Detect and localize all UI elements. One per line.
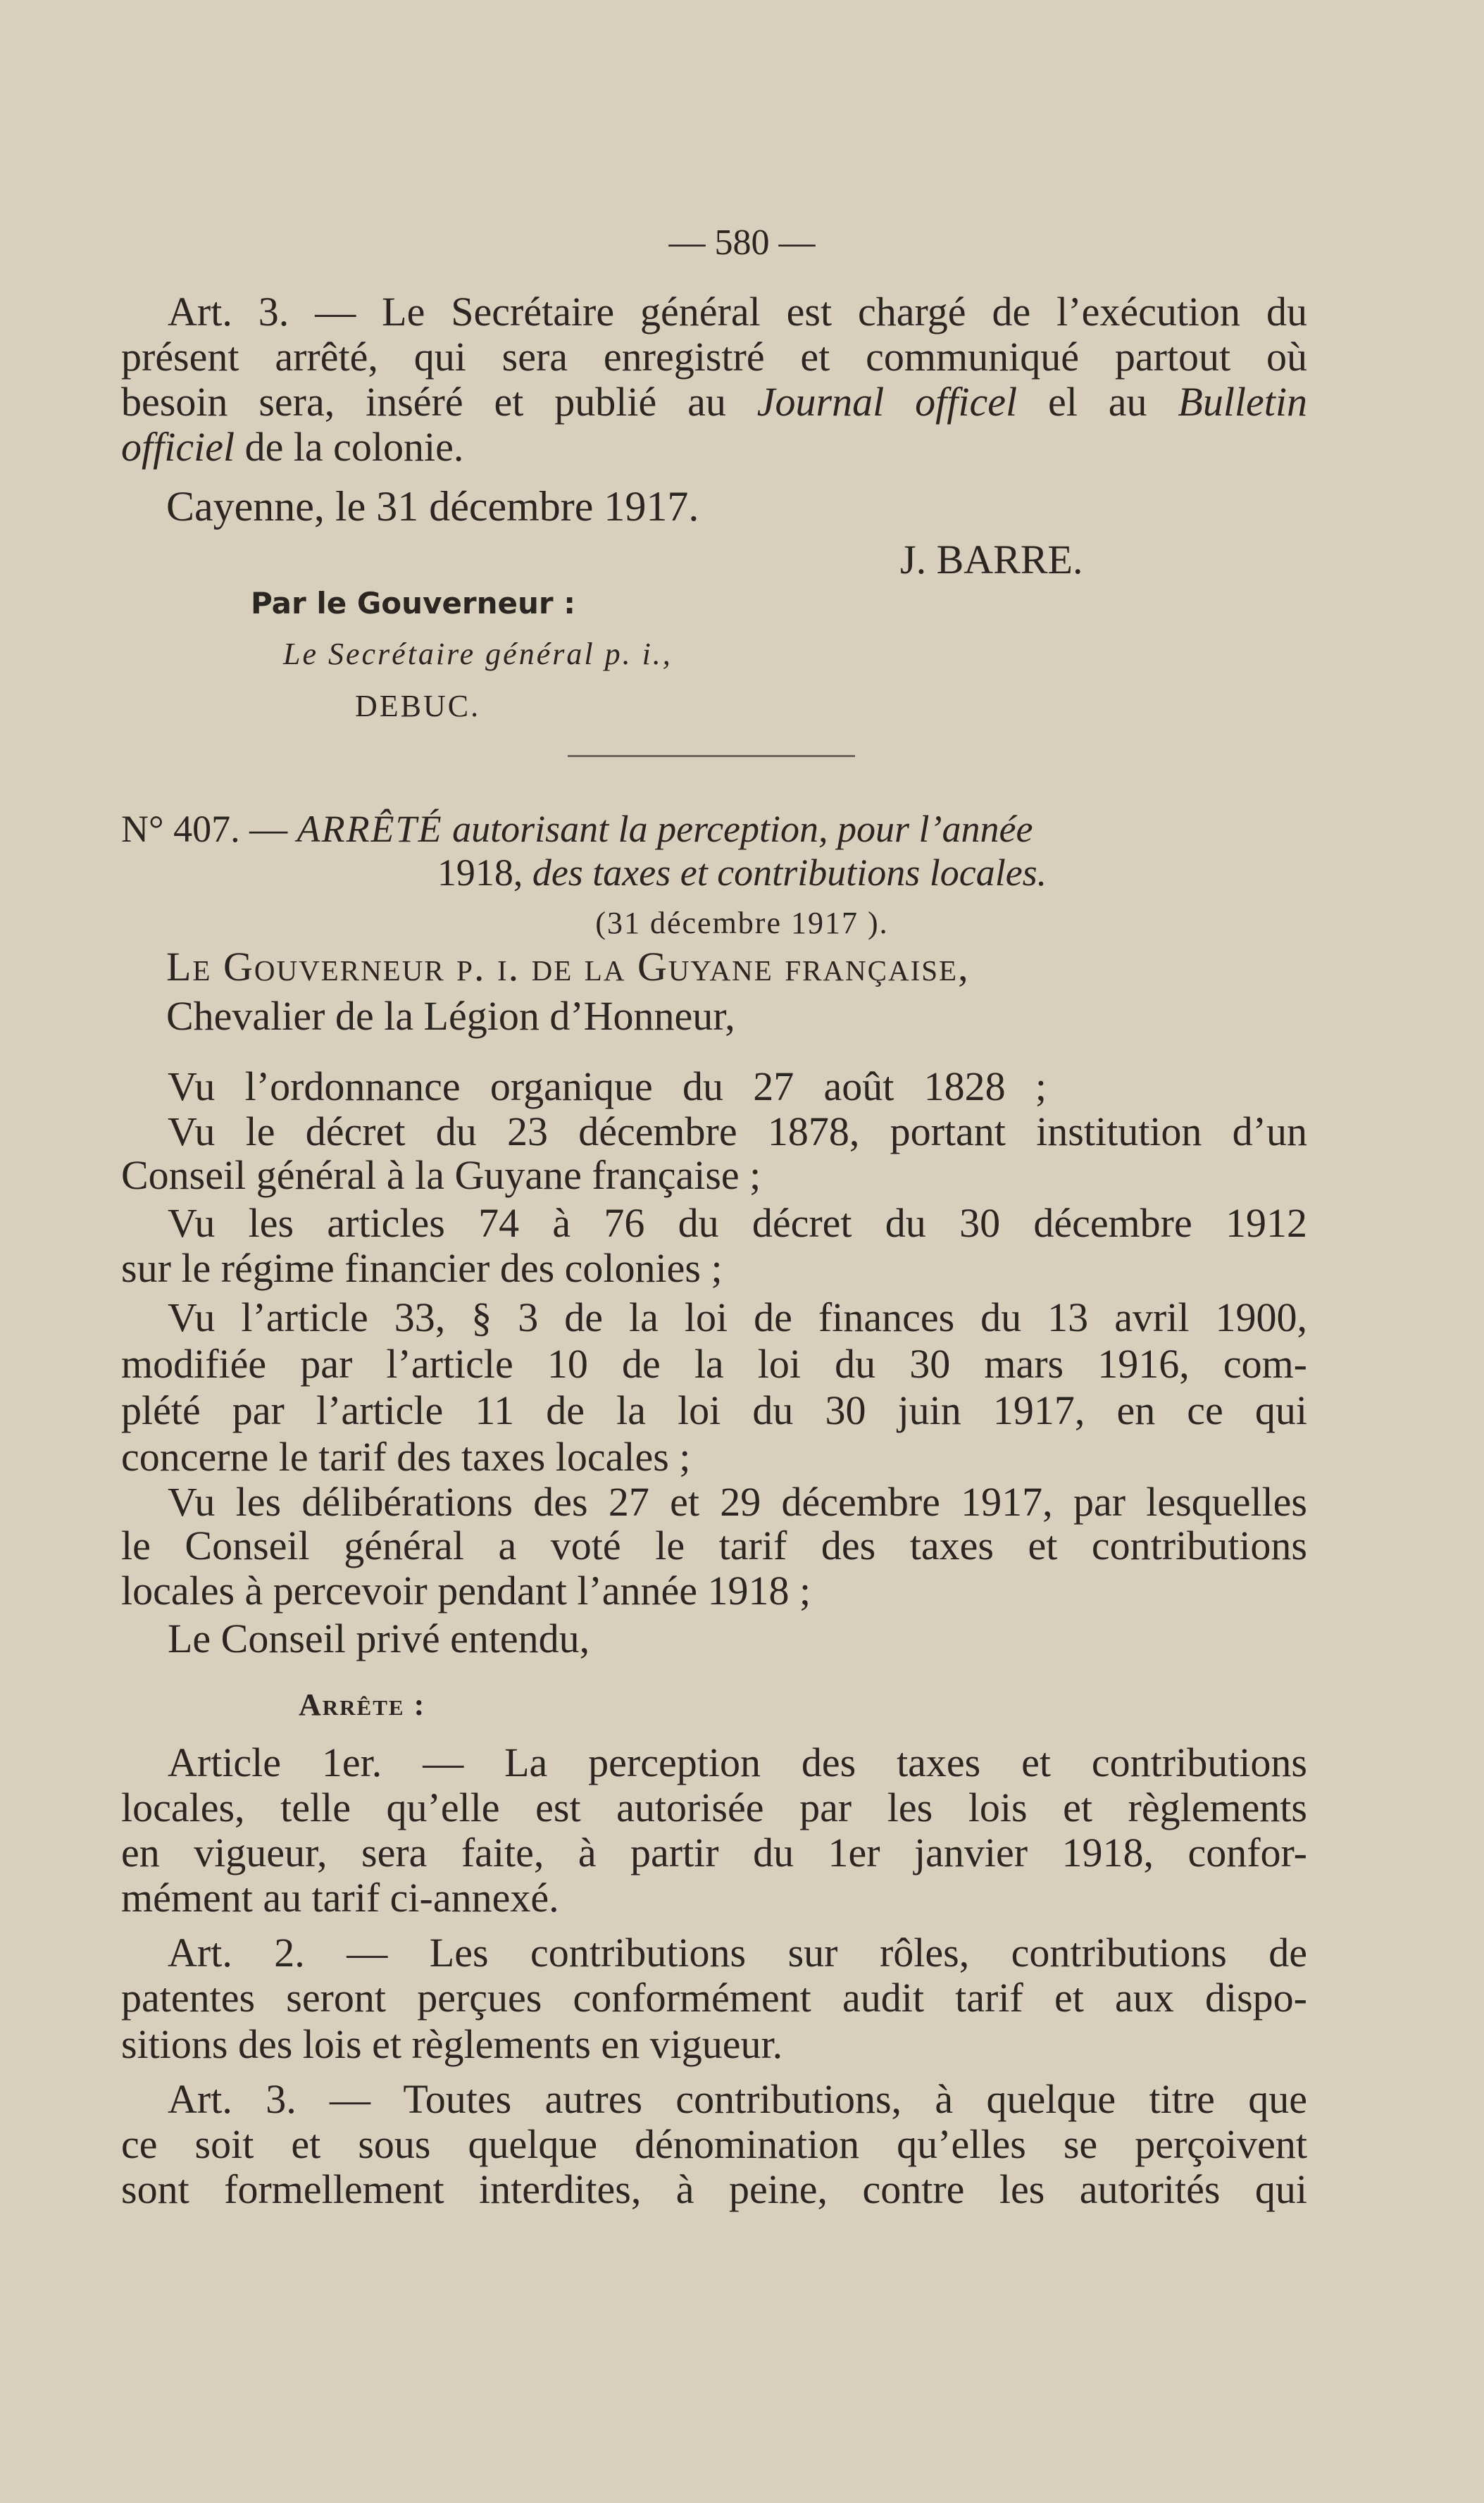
conseil-prive: Le Conseil privé entendu, [168,1616,590,1661]
officiel: officiel [121,424,235,470]
top-line-2: présent arrêté, qui sera enregistré et communiqué partout où [121,334,1307,380]
vu-5-line-3: locales à percevoir pendant l’année 1918 ; [121,1568,811,1613]
top-line-3-text: besoin sera, inséré et publié au [121,379,726,425]
arrete-title-line-2 [0,849,1484,896]
arrete-title-word: ARRÊTÉ [297,808,443,850]
article-3-line-3: sont formellement interdites, à peine, contre les autorités qui [121,2166,1307,2212]
debuc: DEBUC. [355,689,481,723]
arrete-title-line-1 [121,806,1307,852]
vu-3-line-2: sur le régime financier des colonies ; [121,1245,723,1291]
vu-5-line-1: Vu les délibérations des 27 et 29 décembre 1917, par lesquelles [168,1479,1307,1525]
vu-4-line-2: modifiée par l’article 10 de la loi du 30 mars 1916, com- [121,1341,1307,1387]
article-1-line-2: locales, telle qu’elle est autorisée par les lois et règlements [121,1785,1307,1830]
par-le-gouverneur: Par le Gouverneur : [251,586,576,620]
arrete-date: (31 décembre 1917 ). [595,906,889,940]
article-1-line-3: en vigueur, sera faite, à partir du 1er janvier 1918, confor- [121,1830,1307,1875]
vu-5-line-2: le Conseil général a voté le tarif des taxes et contributions [121,1523,1307,1568]
article-1-line-4: mément au tarif ci-annexé. [121,1875,559,1921]
vu-4-line-1: Vu l’article 33, § 3 de la loi de finances du 13 avril 1900, [168,1294,1307,1340]
top-line-4-rest: de la colonie. [244,424,464,470]
top-line-3-mid: el au [1047,379,1147,425]
gouverneur-line: Le Gouverneur p. i. de la Guyane française, [166,944,970,990]
signature: J. BARRE. [900,537,1083,582]
top-line-4 [121,424,463,470]
article-3-line-1: Art. 3. — Toutes autres contributions, à quelque titre que [168,2076,1307,2122]
page-number: — 580 — [668,223,816,263]
arrete-year: 1918, [437,851,523,894]
closing-date: Cayenne, le 31 décembre 1917. [166,483,699,530]
arrete-title-text: autorisant la perception, pour l’année [452,808,1033,850]
chevalier-line: Chevalier de la Légion d’Honneur, [166,993,735,1039]
vu-4-line-3: plété par l’article 11 de la loi du 30 juin 1917, en ce qui [121,1387,1307,1433]
secretaire-general: Le Secrétaire général p. i., [283,637,673,671]
vu-2-line-1: Vu le décret du 23 décembre 1878, portant institution d’un [168,1109,1307,1154]
journal-officiel: Journal officel [756,379,1018,425]
vu-4-line-4: concerne le tarif des taxes locales ; [121,1434,691,1480]
article-3-line-2: ce soit et sous quelque dénomination qu’elles se perçoivent [121,2121,1307,2167]
section-divider [568,755,855,757]
vu-2-line-2: Conseil général à la Guyane française ; [121,1152,761,1198]
top-line-3 [121,379,1307,425]
arrete-title-text-2: des taxes et contributions locales. [532,851,1047,894]
article-2-line-3: sitions des lois et règlements en vigueur. [121,2021,783,2067]
arrete-number: N° 407. — [121,808,288,850]
vu-3-line-1: Vu les articles 74 à 76 du décret du 30 décembre 1912 [168,1200,1307,1246]
vu-1: Vu l’ordonnance organique du 27 août 1828 ; [168,1063,1047,1109]
article-1-line-1: Article 1er. — La perception des taxes et contributions [168,1740,1307,1785]
article-2-line-2: patentes seront perçues conformément audit tarif et aux dispo- [121,1975,1307,2021]
bulletin: Bulletin [1178,379,1308,425]
article-2-line-1: Art. 2. — Les contributions sur rôles, contributions de [168,1930,1307,1975]
top-line-1: Art. 3. — Le Secrétaire général est chargé de l’exécution du [168,289,1307,335]
arrete-heading: Arrête : [299,1687,426,1722]
